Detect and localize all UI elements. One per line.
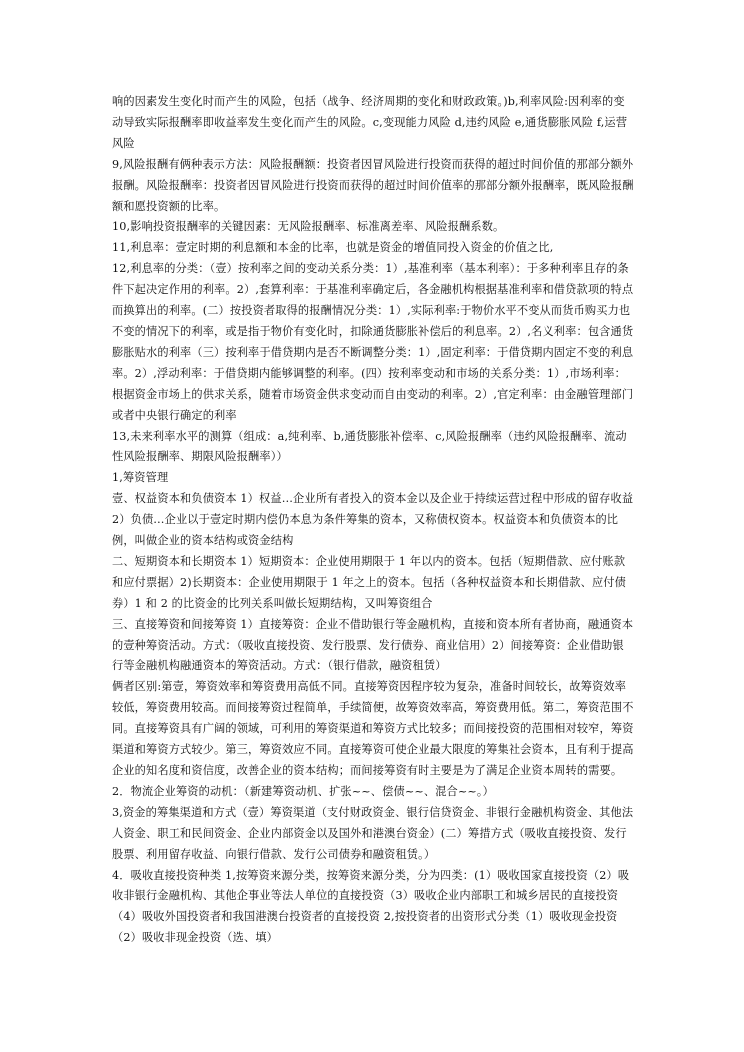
paragraph-interest-classification: 12,利息率的分类：（壹）按利率之间的变动关系分类：1）,基准利率（基本利率）：于多种利率且存的条件下起决定作用的利率。2）,套算利率：于基准利率确定后，各金融机构根据基准利率和借贷款项的特点而换算出的利率。(二）按投资者取得的报酬情况分类：1）,实际利率:于物价水平不变从而货币购买力也不变的情况下的利率，或是指于物价有变化时，扣除通货膨胀补偿后的利息率。2）,名义利率：包含通货膨胀贴水的利率（三）按利率于借贷期内是否不断调整分类：1）,固定利率：于借贷期内固定不变的利息率。2）,浮动利率：于借贷期内能够调整的利率。(四）按利率变动和市场的关系分类：1）,市场利率：根据资金市场上的供求关系，随着市场资金供求变动而自由变动的利率。2）,官定利率：由金融管理部门或者中央银行确定的利率 <box>112 262 634 422</box>
paragraph-key-factors: 10,影响投资报酬率的关键因素：无风险报酬率、标准离差率、风险报酬系数。 <box>112 220 505 234</box>
paragraph-differences: 俩者区别:第壹，筹资效率和筹资费用高低不同。直接筹资因程序较为复杂，准备时间较长，故筹资效率较低，筹资费用较高。而间接筹资过程简单，手续简便，故筹资效率高，筹资费用低。第二，筹资范围不同。直接筹资具有广阔的领域，可利用的筹资渠道和筹资方式比较多；而间接投资的范围相对较窄，筹资渠道和筹资方式较少。第三，筹资效应不同。直接筹资可使企业最大限度的筹集社会资本，且有利于提高企业的知名度和资信度，改善企业的资本结构；而间接筹资有时主要是为了满足企业资本周转的需要。 <box>112 680 634 777</box>
paragraph-interest-rate: 11,利息率：壹定时期的利息额和本金的比率，也就是资金的增值同投入资金的价值之比, <box>112 241 554 255</box>
paragraph-equity-debt: 壹、权益资本和负债资本 1）权益…企业所有者投入的资本金以及企业于持续运营过程中形成的留存收益 2）负债…企业以于壹定时期内偿仍本息为条件筹集的资本，又称债权资本。权益资本和负债资本的比例，叫做企业的资本结构或资金结构 <box>112 492 634 548</box>
paragraph-short-long-capital: 二、短期资本和长期资本 1）短期资本：企业使用期限于 1 年以内的资本。包括（短期借款、应付账款和应付票据）2)长期资本：企业使用期限于 1 年之上的资本。包括（各种权益资本和长期借款、应付债券）1 和 2 的比资金的比列关系叫做长短期结构，又叫筹资组合 <box>112 554 626 610</box>
section-heading-financing: 1,筹资管理 <box>112 471 169 485</box>
paragraph-direct-indirect: 三、直接筹资和间接筹资 1）直接筹资：企业不借助银行等金融机构，直接和资本所有者协商，融通资本的壹种筹资活动。方式：（吸收直接投资、发行股票、发行债券、商业信用）2）间接筹资：企业借助银行等金融机构融通资本的筹资活动。方式：（银行借款，融资租赁） <box>112 617 634 673</box>
paragraph-motives: 2．物流企业筹资的动机：（新建筹资动机、扩张~~、偿债~~、混合~~。） <box>112 784 495 798</box>
paragraph-channels: 3,资金的筹集渠道和方式（壹）筹资渠道（支付财政资金、银行信贷资金、非银行金融机构资金、其他法人资金、职工和民间资金、企业内部资金以及国外和港澳台资金）(二）筹措方式（吸收直接投资、发行股票、利用留存收益、向银行借款、发行公司债券和融资租赁。） <box>112 805 634 861</box>
paragraph-direct-investment: 4．吸收直接投资种类 1,按筹资来源分类，按筹资来源分类，分为四类：(1）吸收国家直接投资（2）吸收非银行金融机构、其他企事业等法人单位的直接投资（3）吸收企业内部职工和城乡居民的直接投资（4）吸收外国投资者和我国港澳台投资者的直接投资 2,按投资者的出资形式分类（1）吸收现金投资（2）吸收非现金投资（选、填） <box>112 868 630 945</box>
paragraph-risk-reward: 9,风险报酬有俩种表示方法：风险报酬额：投资者因冒风险进行投资而获得的超过时间价值的那部分额外报酬。风险报酬率：投资者因冒风险进行投资而获得的超过时间价值率的那部分额外报酬率，既风险报酬额和愿投资额的比率。 <box>112 157 634 213</box>
paragraph-future-rate: 13,未来利率水平的测算（组成：a,纯利率、b,通货膨胀补偿率、c,风险报酬率（违约风险报酬率、流动性风险报酬率、期限风险报酬率）） <box>112 429 627 464</box>
document-body <box>112 92 634 949</box>
paragraph-risk-types: 响的因素发生变化时而产生的风险，包括（战争、经济周期的变化和财政政策。)b,利率风险:因利率的变动导致实际报酬率即收益率发生变化而产生的风险。c,变现能力风险 d,违约风险 e,通货膨胀风险 f,运营风险 <box>112 95 628 150</box>
